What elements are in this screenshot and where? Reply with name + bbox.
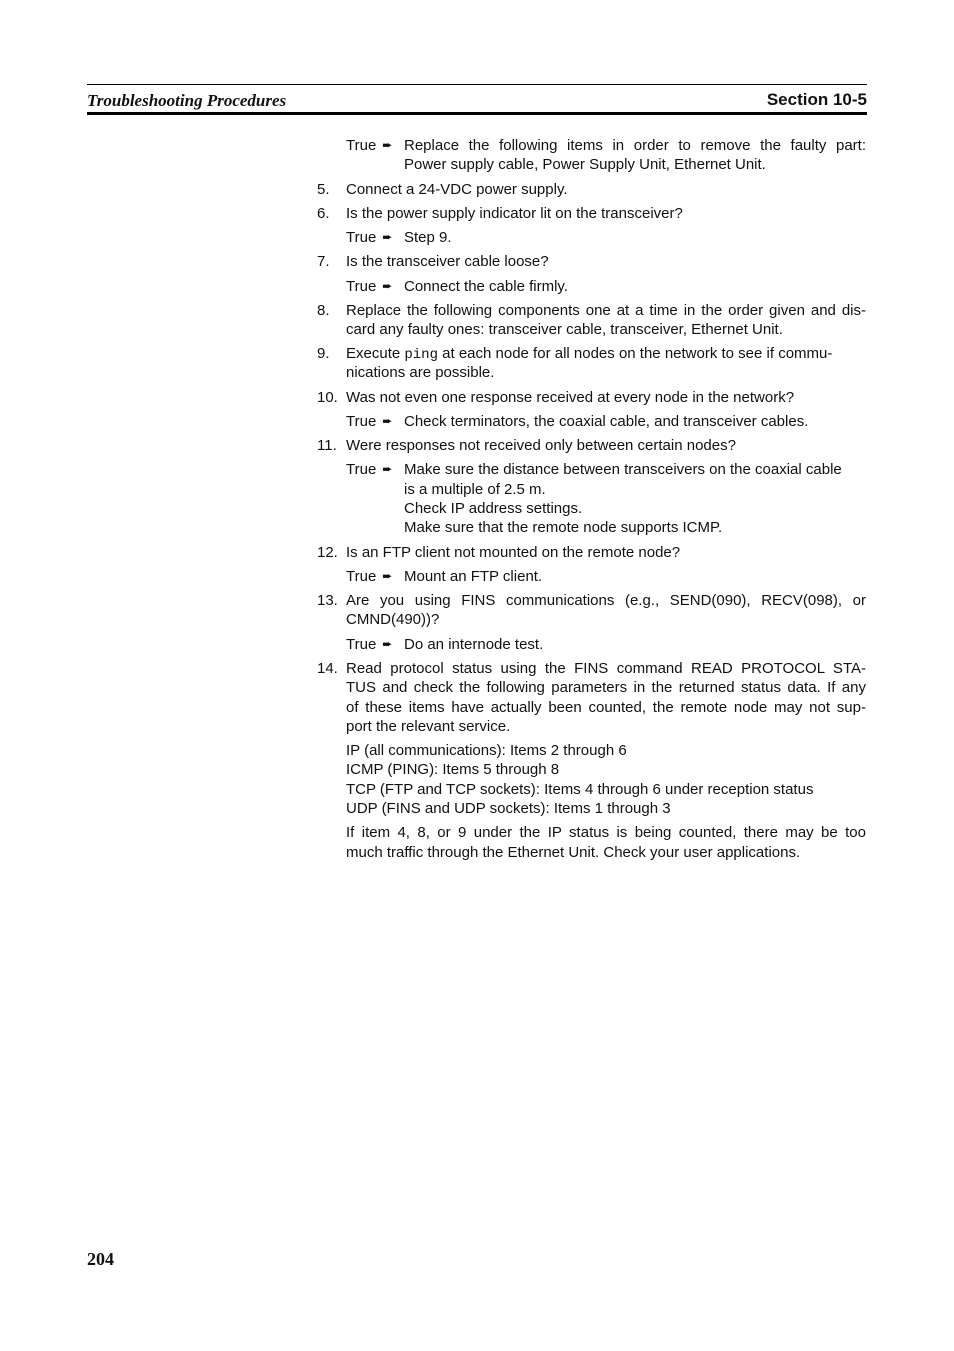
step-text-part: Execute — [346, 345, 405, 362]
note-text: If item 4, 8, or 9 under the IP status is being counted, there may be too — [346, 824, 866, 841]
true-line — [346, 277, 396, 298]
step-number: 14. — [317, 660, 338, 677]
page-number: 204 — [87, 1249, 114, 1269]
true-line — [346, 136, 396, 157]
step-text: card any faulty ones: transceiver cable, transceiver, Ethernet Unit. — [346, 321, 783, 338]
true-result: Make sure that the remote node supports ICMP. — [404, 519, 723, 536]
step-number: 6. — [317, 205, 330, 222]
step-number: 13. — [317, 592, 338, 609]
arrow-icon: ➨ — [382, 637, 393, 651]
step-text: Connect a 24-VDC power supply. — [346, 181, 568, 198]
header-title: Troubleshooting Procedures — [87, 91, 287, 110]
true-result: is a multiple of 2.5 m. — [404, 481, 546, 498]
arrow-icon: ➨ — [382, 279, 393, 293]
true-label: True — [346, 278, 377, 295]
step-text-part: at each node for all nodes on the network to see if commu- — [437, 345, 833, 362]
arrow-icon: ➨ — [382, 138, 393, 152]
true-line — [346, 228, 396, 249]
step-text: Are you using FINS communications (e.g., SEND(090), RECV(098), or — [346, 592, 866, 609]
step-number: 7. — [317, 253, 330, 270]
section-label: Section 10-5 — [766, 90, 867, 109]
status-item: ICMP (PING): Items 5 through 8 — [346, 761, 560, 778]
true-result: Replace the following items in order to remove the faulty part: — [404, 137, 866, 154]
status-item: UDP (FINS and UDP sockets): Items 1 through 3 — [346, 800, 671, 817]
true-line — [346, 412, 396, 433]
true-result: Mount an FTP client. — [404, 568, 543, 585]
true-label: True — [346, 229, 377, 246]
true-label: True — [346, 137, 377, 154]
true-result: Check IP address settings. — [404, 500, 583, 517]
step-text: Is an FTP client not mounted on the remote node? — [346, 544, 681, 561]
status-item: TCP (FTP and TCP sockets): Items 4 through 6 under reception status — [346, 781, 814, 798]
step-number: 12. — [317, 544, 338, 561]
true-label: True — [346, 636, 377, 653]
command-code: ping — [404, 347, 438, 363]
arrow-icon: ➨ — [382, 414, 393, 428]
true-result: Make sure the distance between transceivers on the coaxial cable — [404, 461, 842, 478]
true-line — [346, 635, 396, 656]
step-text: TUS and check the following parameters in the returned status data. If any — [346, 679, 866, 696]
arrow-icon: ➨ — [382, 230, 393, 244]
step-text: of these items have actually been counted, the remote node may not sup- — [346, 699, 866, 716]
step-number: 10. — [317, 389, 338, 406]
step-text: Is the power supply indicator lit on the transceiver? — [346, 205, 683, 222]
true-result: Check terminators, the coaxial cable, and transceiver cables. — [404, 413, 809, 430]
true-line — [346, 460, 396, 481]
step-text: Is the transceiver cable loose? — [346, 253, 549, 270]
true-label: True — [346, 461, 377, 478]
step-text: port the relevant service. — [346, 718, 511, 735]
step-text: nications are possible. — [346, 364, 495, 381]
arrow-icon: ➨ — [382, 569, 393, 583]
true-result: Power supply cable, Power Supply Unit, Ethernet Unit. — [404, 156, 766, 173]
true-result: Do an internode test. — [404, 636, 544, 653]
status-item: IP (all communications): Items 2 through 6 — [346, 742, 627, 759]
true-result: Connect the cable firmly. — [404, 278, 568, 295]
step-text: CMND(490))? — [346, 611, 440, 628]
step-number: 11. — [317, 437, 337, 454]
true-label: True — [346, 568, 377, 585]
step-text: Replace the following components one at a time in the order given and dis- — [346, 302, 866, 319]
step-number: 8. — [317, 302, 330, 319]
step-text: Was not even one response received at every node in the network? — [346, 389, 795, 406]
page-header — [87, 84, 867, 115]
step-number: 9. — [317, 345, 330, 362]
arrow-icon: ➨ — [382, 462, 393, 476]
step-text: Were responses not received only between certain nodes? — [346, 437, 736, 454]
true-line — [346, 567, 396, 588]
step-text: Read protocol status using the FINS command READ PROTOCOL STA- — [346, 660, 866, 677]
step-number: 5. — [317, 181, 330, 198]
note-text: much traffic through the Ethernet Unit. Check your user applications. — [346, 844, 801, 861]
true-result: Step 9. — [404, 229, 452, 246]
true-label: True — [346, 413, 377, 430]
